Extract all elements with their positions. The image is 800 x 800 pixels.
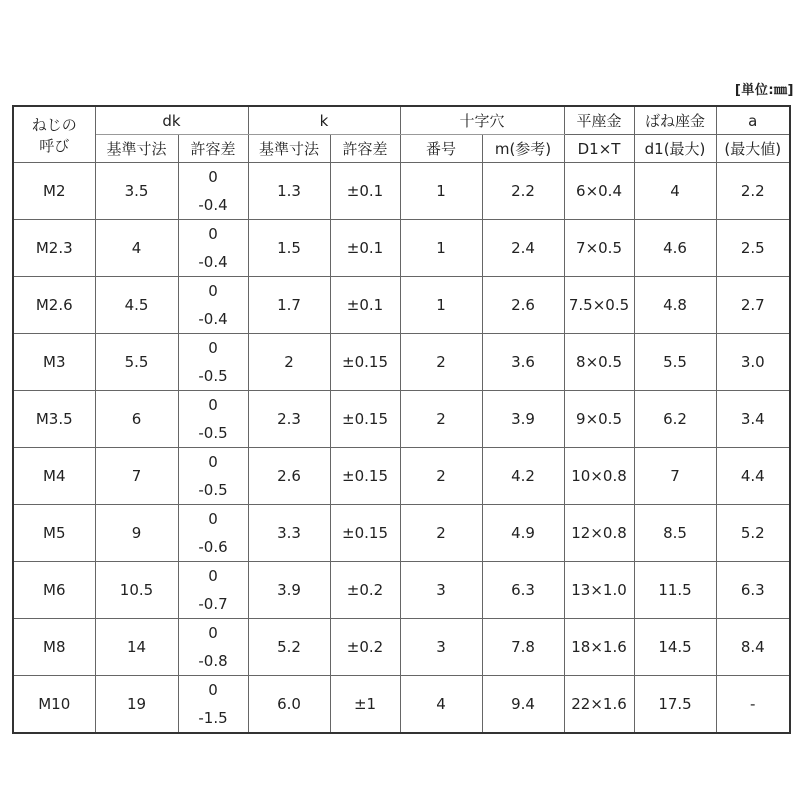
dk-tolerance-upper: 0 <box>208 681 218 699</box>
table-row <box>13 505 790 562</box>
k-tolerance-cell: ±0.1 <box>330 277 400 334</box>
recess-number-cell: 4 <box>400 676 482 734</box>
recess-m-cell: 4.2 <box>482 448 564 505</box>
dk-tolerance-upper: 0 <box>208 453 218 471</box>
recess-number-cell: 2 <box>400 448 482 505</box>
size-cell: M3.5 <box>13 391 95 448</box>
dk-cell: 7 <box>95 448 178 505</box>
a-cell: - <box>716 676 790 734</box>
flat-washer-cell: 6×0.4 <box>564 163 634 220</box>
flat-washer-cell: 9×0.5 <box>564 391 634 448</box>
k-cell: 1.3 <box>248 163 330 220</box>
k-tolerance-cell: ±0.1 <box>330 220 400 277</box>
recess-m-cell: 7.8 <box>482 619 564 676</box>
size-cell: M2.3 <box>13 220 95 277</box>
header-flat-washer-2: D1×T <box>564 135 634 163</box>
k-cell: 2.6 <box>248 448 330 505</box>
k-tolerance-cell: ±0.15 <box>330 448 400 505</box>
dk-tolerance-cell <box>178 220 248 277</box>
a-cell: 2.5 <box>716 220 790 277</box>
header-spring-washer-1: ばね座金 <box>634 106 716 135</box>
dk-cell: 5.5 <box>95 334 178 391</box>
dk-tolerance-cell <box>178 277 248 334</box>
table-row <box>13 448 790 505</box>
dk-tolerance-lower: -0.5 <box>198 481 228 499</box>
header-a-1: a <box>716 106 790 135</box>
k-tolerance-cell: ±0.15 <box>330 505 400 562</box>
k-tolerance-cell: ±0.1 <box>330 163 400 220</box>
spring-washer-cell: 4.6 <box>634 220 716 277</box>
size-cell: M8 <box>13 619 95 676</box>
k-tolerance-cell: ±1 <box>330 676 400 734</box>
header-dk: dk <box>95 106 248 135</box>
flat-washer-cell: 18×1.6 <box>564 619 634 676</box>
dk-tolerance-lower: -0.4 <box>198 253 228 271</box>
dk-tolerance-upper: 0 <box>208 567 218 585</box>
spring-washer-cell: 4.8 <box>634 277 716 334</box>
spring-washer-cell: 7 <box>634 448 716 505</box>
header-dk-tolerance: 許容差 <box>178 135 248 163</box>
recess-number-cell: 1 <box>400 163 482 220</box>
header-spring-washer-2: d1(最大) <box>634 135 716 163</box>
recess-m-cell: 4.9 <box>482 505 564 562</box>
dk-cell: 4.5 <box>95 277 178 334</box>
dk-cell: 3.5 <box>95 163 178 220</box>
recess-number-cell: 2 <box>400 391 482 448</box>
k-cell: 2 <box>248 334 330 391</box>
unit-label: [単位:㎜] <box>734 83 794 98</box>
k-tolerance-cell: ±0.15 <box>330 391 400 448</box>
recess-number-cell: 2 <box>400 334 482 391</box>
recess-m-cell: 2.4 <box>482 220 564 277</box>
recess-m-cell: 2.6 <box>482 277 564 334</box>
recess-m-cell: 6.3 <box>482 562 564 619</box>
size-cell: M10 <box>13 676 95 734</box>
recess-m-cell: 3.9 <box>482 391 564 448</box>
a-cell: 6.3 <box>716 562 790 619</box>
dk-tolerance-lower: -0.5 <box>198 424 228 442</box>
spring-washer-cell: 6.2 <box>634 391 716 448</box>
flat-washer-cell: 12×0.8 <box>564 505 634 562</box>
header-recess-m: m(参考) <box>482 135 564 163</box>
a-cell: 3.4 <box>716 391 790 448</box>
dk-tolerance-lower: -0.7 <box>198 595 228 613</box>
table-row <box>13 562 790 619</box>
dk-tolerance-lower: -1.5 <box>198 709 228 727</box>
dk-tolerance-lower: -0.5 <box>198 367 228 385</box>
dk-tolerance-lower: -0.6 <box>198 538 228 556</box>
k-cell: 1.7 <box>248 277 330 334</box>
header-flat-washer-1: 平座金 <box>564 106 634 135</box>
dk-tolerance-upper: 0 <box>208 624 218 642</box>
spec-table <box>12 105 791 734</box>
dk-cell: 19 <box>95 676 178 734</box>
table-row <box>13 163 790 220</box>
dk-tolerance-cell <box>178 163 248 220</box>
spring-washer-cell: 17.5 <box>634 676 716 734</box>
dk-tolerance-cell <box>178 505 248 562</box>
dk-tolerance-upper: 0 <box>208 282 218 300</box>
spring-washer-cell: 5.5 <box>634 334 716 391</box>
recess-number-cell: 3 <box>400 562 482 619</box>
flat-washer-cell: 7.5×0.5 <box>564 277 634 334</box>
spring-washer-cell: 4 <box>634 163 716 220</box>
k-cell: 3.3 <box>248 505 330 562</box>
recess-number-cell: 3 <box>400 619 482 676</box>
flat-washer-cell: 22×1.6 <box>564 676 634 734</box>
size-cell: M3 <box>13 334 95 391</box>
dk-tolerance-lower: -0.4 <box>198 196 228 214</box>
table-row <box>13 676 790 734</box>
size-cell: M2 <box>13 163 95 220</box>
dk-cell: 6 <box>95 391 178 448</box>
header-k: k <box>248 106 400 135</box>
dk-tolerance-lower: -0.8 <box>198 652 228 670</box>
dk-tolerance-cell <box>178 334 248 391</box>
header-cross-recess: 十字穴 <box>400 106 564 135</box>
dk-tolerance-cell <box>178 448 248 505</box>
dk-tolerance-upper: 0 <box>208 339 218 357</box>
flat-washer-cell: 10×0.8 <box>564 448 634 505</box>
a-cell: 2.2 <box>716 163 790 220</box>
spring-washer-cell: 8.5 <box>634 505 716 562</box>
spring-washer-cell: 11.5 <box>634 562 716 619</box>
k-cell: 1.5 <box>248 220 330 277</box>
dk-tolerance-upper: 0 <box>208 225 218 243</box>
k-tolerance-cell: ±0.15 <box>330 334 400 391</box>
table-row <box>13 619 790 676</box>
header-recess-number: 番号 <box>400 135 482 163</box>
size-cell: M2.6 <box>13 277 95 334</box>
recess-m-cell: 3.6 <box>482 334 564 391</box>
dk-tolerance-upper: 0 <box>208 396 218 414</box>
k-cell: 3.9 <box>248 562 330 619</box>
size-cell: M5 <box>13 505 95 562</box>
a-cell: 3.0 <box>716 334 790 391</box>
dk-tolerance-cell <box>178 676 248 734</box>
size-cell: M6 <box>13 562 95 619</box>
table-row <box>13 220 790 277</box>
header-dk-nominal: 基準寸法 <box>95 135 178 163</box>
recess-number-cell: 2 <box>400 505 482 562</box>
k-cell: 5.2 <box>248 619 330 676</box>
dk-cell: 14 <box>95 619 178 676</box>
recess-m-cell: 2.2 <box>482 163 564 220</box>
table-row <box>13 277 790 334</box>
size-cell: M4 <box>13 448 95 505</box>
header-k-tolerance: 許容差 <box>330 135 400 163</box>
header-size: ねじの 呼び <box>13 106 95 163</box>
table-row <box>13 391 790 448</box>
dk-cell: 9 <box>95 505 178 562</box>
dk-cell: 4 <box>95 220 178 277</box>
a-cell: 8.4 <box>716 619 790 676</box>
dk-tolerance-upper: 0 <box>208 510 218 528</box>
recess-number-cell: 1 <box>400 220 482 277</box>
k-cell: 2.3 <box>248 391 330 448</box>
k-tolerance-cell: ±0.2 <box>330 562 400 619</box>
table-row <box>13 334 790 391</box>
a-cell: 5.2 <box>716 505 790 562</box>
a-cell: 2.7 <box>716 277 790 334</box>
k-tolerance-cell: ±0.2 <box>330 619 400 676</box>
recess-number-cell: 1 <box>400 277 482 334</box>
dk-tolerance-lower: -0.4 <box>198 310 228 328</box>
dk-tolerance-upper: 0 <box>208 168 218 186</box>
k-cell: 6.0 <box>248 676 330 734</box>
flat-washer-cell: 13×1.0 <box>564 562 634 619</box>
recess-m-cell: 9.4 <box>482 676 564 734</box>
dk-tolerance-cell <box>178 391 248 448</box>
flat-washer-cell: 7×0.5 <box>564 220 634 277</box>
header-a-2: (最大値) <box>716 135 790 163</box>
dk-cell: 10.5 <box>95 562 178 619</box>
header-k-nominal: 基準寸法 <box>248 135 330 163</box>
flat-washer-cell: 8×0.5 <box>564 334 634 391</box>
a-cell: 4.4 <box>716 448 790 505</box>
dk-tolerance-cell <box>178 562 248 619</box>
spring-washer-cell: 14.5 <box>634 619 716 676</box>
dk-tolerance-cell <box>178 619 248 676</box>
